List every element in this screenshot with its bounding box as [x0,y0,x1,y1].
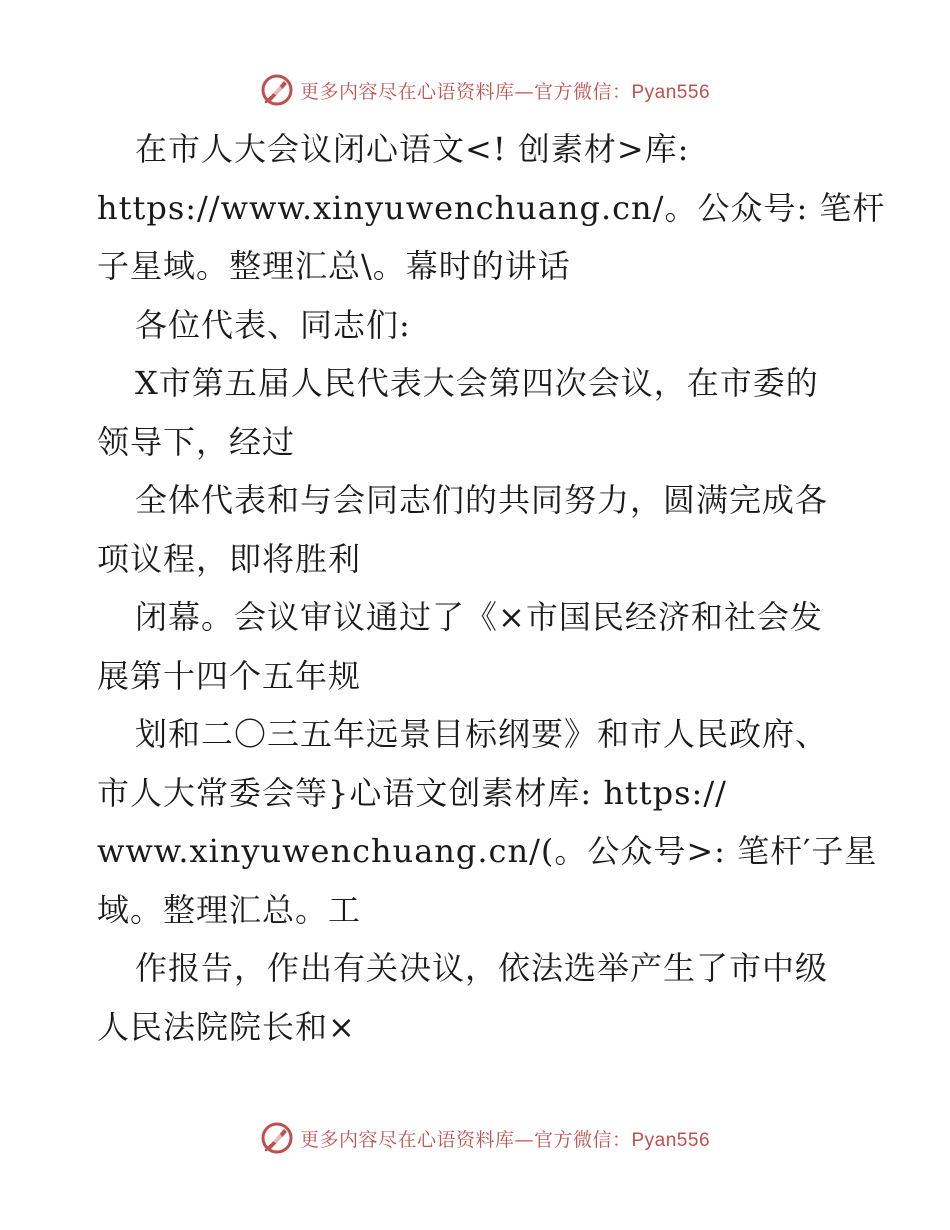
document-line: 划和二〇三五年远景目标纲要》和市人民政府、 [135,715,829,753]
document-line: 在市人大会议闭心语文<! 创素材>库: [135,130,690,168]
header-banner [0,70,950,110]
header-banner-label: 更多内容尽在心语资料库—官方微信： [299,80,632,103]
document-line: 领导下，经过 [97,422,296,461]
document-body [97,120,886,1056]
footer-banner [0,1118,950,1158]
header-banner-content [260,73,710,107]
document-line: www.xinyuwenchuang.cn/(。公众号>: 笔杆′子星 [97,832,878,870]
document-line: 闭幕。会议审议通过了《×市国民经济和社会发 [135,598,823,636]
document-line: 子星域。整理汇总\。幕时的讲话 [97,247,571,285]
document-line: X市第五届人民代表大会第四次会议，在市委的 [135,364,819,402]
document-line: 市人大常委会等}心语文创素材库: https:// [97,773,727,812]
footer-banner-wechat-id: Pyan556 [631,1129,711,1151]
quill-logo-icon [260,1121,294,1155]
quill-logo-icon [260,73,294,107]
document-line: 各位代表、同志们: [135,305,411,344]
header-banner-text [300,77,710,104]
footer-banner-text [300,1125,710,1152]
document-line: 作报告，作出有关决议，依法选举产生了市中级 [135,949,829,987]
document-line: 全体代表和与会同志们的共同努力，圆满完成各 [135,481,829,519]
document-line: 域。整理汇总。工 [97,890,362,929]
footer-banner-content [260,1121,710,1155]
document-line: 展第十四个五年规 [97,656,362,695]
document-line: 项议程，即将胜利 [97,539,362,578]
header-banner-wechat-id: Pyan556 [631,81,711,103]
document-line: 人民法院院长和× [97,1007,356,1046]
document-line: https://www.xinyuwenchuang.cn/。公众号: 笔杆 [97,188,886,227]
footer-banner-label: 更多内容尽在心语资料库—官方微信： [299,1128,632,1151]
